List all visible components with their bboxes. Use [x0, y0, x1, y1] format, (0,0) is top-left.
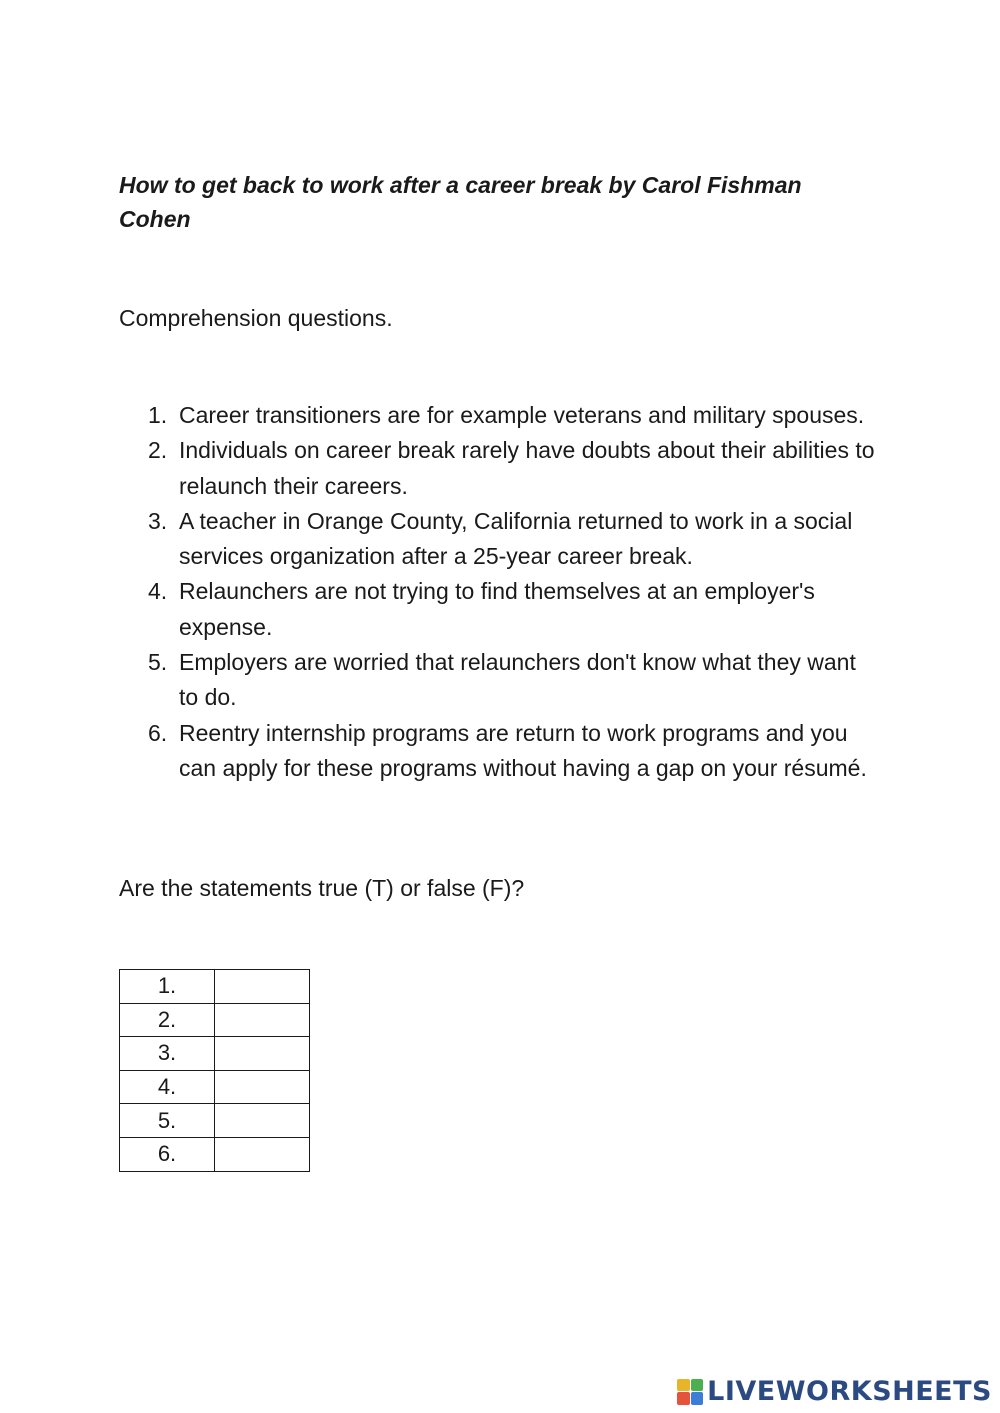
liveworksheets-logo-icon	[677, 1379, 703, 1405]
answer-input-cell[interactable]	[215, 1003, 310, 1037]
question-text: Relaunchers are not trying to find themselves at an employer's expense.	[179, 578, 815, 640]
answer-input-cell[interactable]	[215, 1137, 310, 1171]
question-text: Individuals on career break rarely have doubts about their abilities to relaunch their careers.	[179, 437, 875, 499]
brand-wordmark: LIVEWORKSHEETS	[707, 1376, 992, 1407]
table-row	[120, 1037, 310, 1071]
answer-input-cell[interactable]	[215, 970, 310, 1004]
table-row	[120, 1070, 310, 1104]
answer-number-cell: 4.	[120, 1070, 215, 1104]
question-number: 4.	[148, 578, 168, 605]
answer-number-cell: 3.	[120, 1037, 215, 1071]
question-number: 3.	[148, 507, 168, 534]
question-number: 2.	[148, 437, 168, 464]
logo-square	[691, 1379, 704, 1392]
liveworksheets-brand	[677, 1376, 992, 1407]
answer-table	[119, 969, 310, 1172]
table-row	[120, 970, 310, 1004]
question-number: 1.	[148, 402, 168, 428]
question-text: Reentry internship programs are return to work programs and you can apply for these programs without having a gap on your résumé.	[179, 719, 867, 781]
logo-square	[677, 1379, 690, 1392]
table-row	[120, 1104, 310, 1138]
answer-input-cell[interactable]	[215, 1070, 310, 1104]
question-item	[148, 645, 878, 716]
question-text: Career transitioners are for example veterans and military spouses.	[179, 402, 865, 428]
document-title: How to get back to work after a career break by Carol Fishman Cohen	[119, 172, 802, 232]
question-number: 6.	[148, 719, 168, 746]
table-row	[120, 1137, 310, 1171]
question-item	[148, 433, 878, 504]
answer-input-cell[interactable]	[215, 1104, 310, 1138]
subtitle: Comprehension questions.	[119, 305, 393, 331]
instruction-text: Are the statements true (T) or false (F)?	[119, 875, 525, 901]
question-item	[148, 398, 878, 433]
question-text: Employers are worried that relaunchers don't know what they want to do.	[179, 649, 856, 711]
table-row	[120, 1003, 310, 1037]
question-item	[148, 574, 878, 645]
question-list	[148, 398, 878, 786]
logo-square	[691, 1392, 704, 1405]
answer-number-cell: 5.	[120, 1104, 215, 1138]
answer-number-cell: 1.	[120, 970, 215, 1004]
question-text: A teacher in Orange County, California returned to work in a social services organization after a 25-year career break.	[179, 507, 853, 570]
question-item	[148, 504, 878, 575]
question-item	[148, 716, 878, 787]
answer-number-cell: 6.	[120, 1137, 215, 1171]
answer-input-cell[interactable]	[215, 1037, 310, 1071]
answer-number-cell: 2.	[120, 1003, 215, 1037]
logo-square	[677, 1392, 690, 1405]
question-number: 5.	[148, 649, 168, 676]
